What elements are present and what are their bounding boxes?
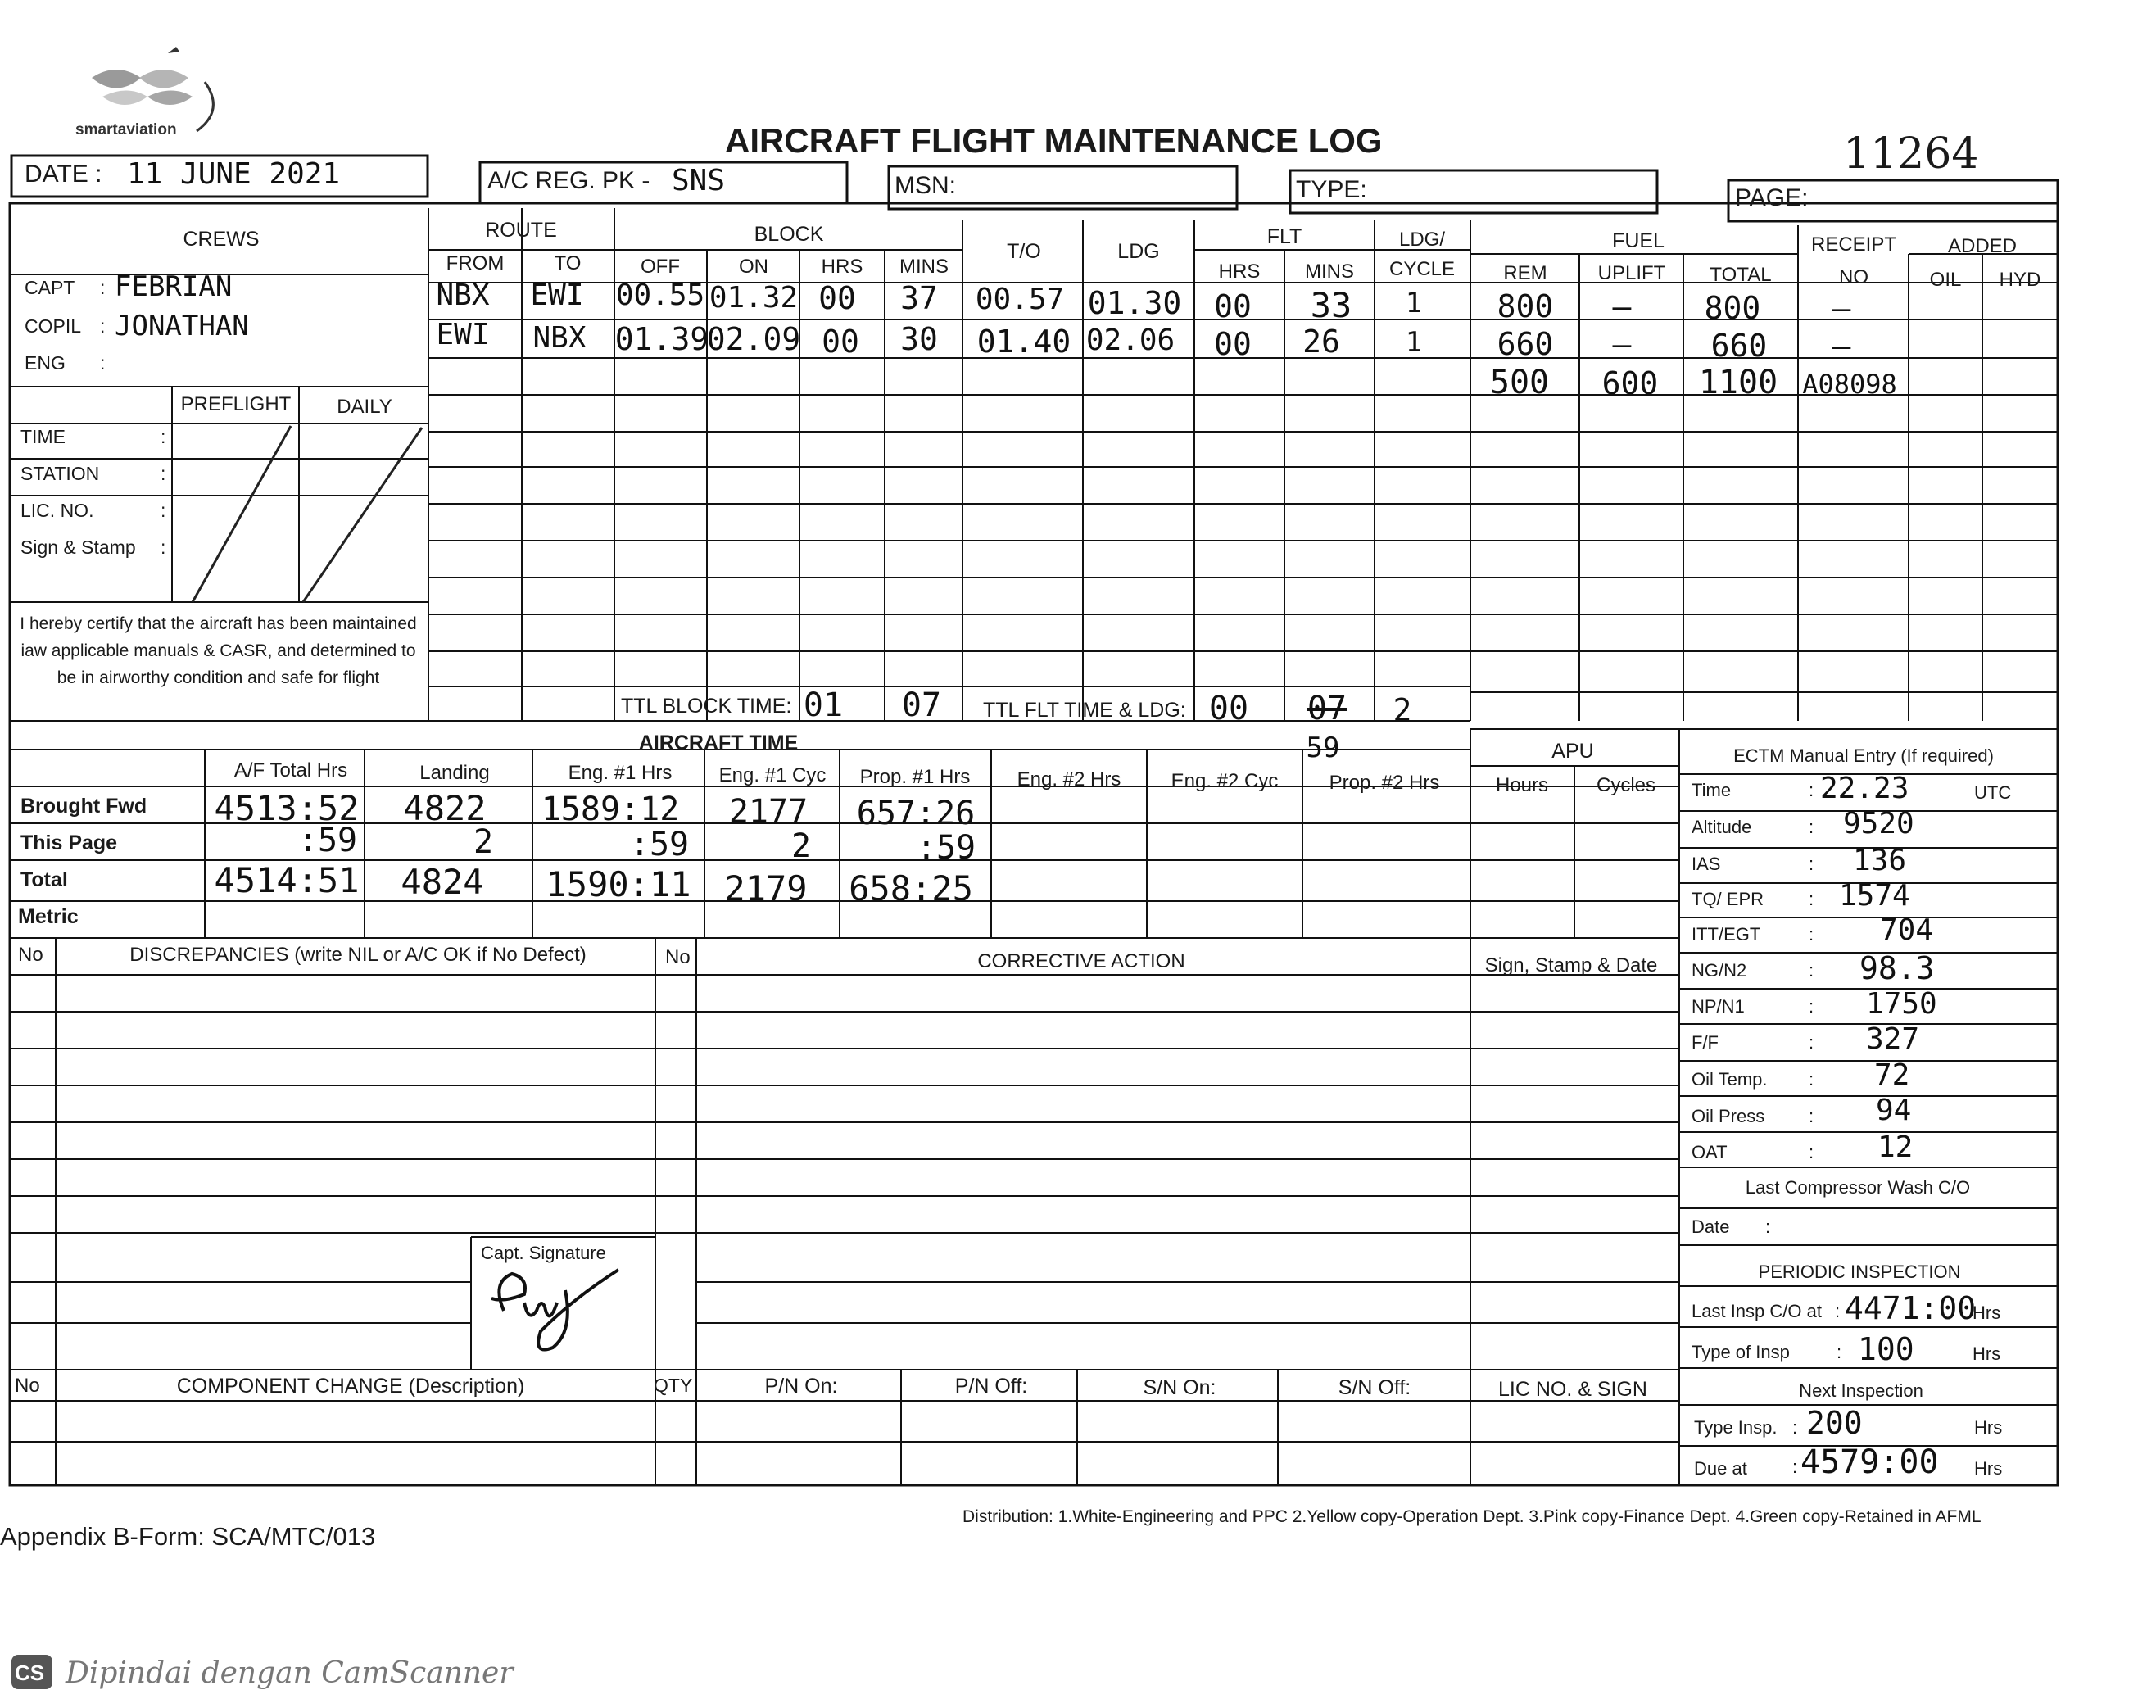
ectm-colon-np: : bbox=[1809, 996, 1814, 1017]
crew-name-copil[interactable]: JONATHAN bbox=[115, 310, 249, 342]
ectm-label-ff: F/F bbox=[1692, 1032, 1719, 1053]
flight2-to-time[interactable]: 01.40 bbox=[976, 324, 1071, 360]
periodic-inspection-title: PERIODIC INSPECTION bbox=[1758, 1262, 1961, 1282]
flight2-on[interactable]: 02.09 bbox=[706, 321, 801, 357]
serial-number: 11264 bbox=[1843, 129, 1979, 179]
flight1-on[interactable]: 01.32 bbox=[709, 281, 799, 315]
logo-text: smartaviation bbox=[75, 121, 177, 138]
flight2-flt-hrs[interactable]: 00 bbox=[1214, 326, 1252, 362]
apu-hours-header: Hours bbox=[1495, 774, 1549, 796]
msn-label: MSN: bbox=[895, 172, 956, 199]
mins-header: MINS bbox=[899, 256, 949, 278]
flight1-from[interactable]: NBX bbox=[436, 279, 490, 312]
comp-sn-on-header: S/N On: bbox=[1143, 1376, 1216, 1399]
hrs-header: HRS bbox=[821, 256, 863, 278]
insp-lic-colon: : bbox=[161, 500, 166, 521]
daily-header: DAILY bbox=[337, 396, 392, 418]
row-total: Total bbox=[20, 868, 68, 891]
ttl-block-mins[interactable]: 07 bbox=[901, 686, 942, 724]
flight1-uplift[interactable]: – bbox=[1612, 288, 1632, 324]
ectm-label-ng: NG/N2 bbox=[1692, 960, 1747, 981]
off-header: OFF bbox=[641, 256, 680, 278]
last-insp-label: Last Insp C/O at bbox=[1692, 1301, 1822, 1321]
type-insp-colon: : bbox=[1837, 1342, 1842, 1362]
comp-description-header: COMPONENT CHANGE (Description) bbox=[176, 1375, 525, 1398]
flt-mins-header: MINS bbox=[1305, 261, 1354, 283]
flight2-uplift[interactable]: – bbox=[1612, 326, 1632, 362]
insp-station-colon: : bbox=[161, 463, 166, 484]
type-insp-unit: Hrs bbox=[1973, 1343, 2001, 1364]
page-label: PAGE: bbox=[1735, 184, 1809, 211]
aircraft-time-title: AIRCRAFT TIME bbox=[638, 732, 799, 754]
ldg-cycle-header: LDG/ CYCLE bbox=[1388, 229, 1456, 280]
tot-eng1-hrs[interactable]: 1590:11 bbox=[546, 864, 691, 904]
comp-no-header: No bbox=[15, 1375, 40, 1397]
form-title: AIRCRAFT FLIGHT MAINTENANCE LOG bbox=[725, 121, 1383, 160]
ectm-colon-oil-press: : bbox=[1809, 1106, 1814, 1126]
flight1-rem[interactable]: 800 bbox=[1497, 288, 1554, 324]
bf-af-total[interactable]: 4513:52 bbox=[214, 788, 360, 828]
ectm-value-ias[interactable]: 136 bbox=[1853, 844, 1907, 877]
corrective-action-header: CORRECTIVE ACTION bbox=[977, 950, 1185, 972]
disc-no-header: No bbox=[18, 944, 43, 966]
tp-landing[interactable]: 2 bbox=[473, 823, 494, 861]
col-eng2-hrs: Eng. #2 Hrs bbox=[1017, 768, 1121, 791]
flight2-hrs[interactable]: 00 bbox=[822, 324, 859, 360]
last-insp-colon: : bbox=[1835, 1301, 1841, 1321]
ectm-label-oat: OAT bbox=[1692, 1142, 1728, 1162]
total-header: TOTAL bbox=[1710, 264, 1772, 286]
capt-signature-label: Capt. Signature bbox=[481, 1243, 606, 1263]
crew-colon-eng: : bbox=[100, 352, 106, 374]
col-eng1-hrs: Eng. #1 Hrs bbox=[568, 762, 673, 784]
ldg-header: LDG bbox=[1117, 240, 1160, 263]
col-landing: Landing bbox=[419, 762, 490, 784]
bf-landing[interactable]: 4822 bbox=[403, 788, 487, 828]
crew-colon-copil: : bbox=[100, 315, 106, 337]
ectm-value-altitude[interactable]: 9520 bbox=[1843, 807, 1914, 840]
ectm-value-oil-press[interactable]: 94 bbox=[1876, 1094, 1912, 1127]
to-header: TO bbox=[554, 252, 582, 274]
appendix-label: Appendix B-Form: SCA/MTC/013 bbox=[0, 1522, 376, 1551]
ttl-flt-label: TTL FLT TIME & LDG: bbox=[983, 699, 1186, 722]
ectm-colon-altitude: : bbox=[1809, 817, 1814, 837]
next-type-unit: Hrs bbox=[1974, 1417, 2003, 1438]
flight2-cycle[interactable]: 1 bbox=[1405, 326, 1423, 359]
ttl-flt-mins-correction[interactable]: 59 bbox=[1306, 732, 1340, 764]
tp-prop1-hrs[interactable]: :59 bbox=[916, 829, 976, 867]
flight2-ldg[interactable]: 02.06 bbox=[1085, 324, 1175, 357]
flight1-ldg[interactable]: 01.30 bbox=[1087, 285, 1182, 321]
insp-sign-label: Sign & Stamp bbox=[20, 537, 136, 558]
apu-header: APU bbox=[1551, 740, 1594, 763]
flight2-total[interactable]: 660 bbox=[1710, 328, 1768, 364]
oil-header: OIL bbox=[1929, 269, 1962, 291]
due-at-label: Due at bbox=[1694, 1458, 1747, 1479]
ectm-label-oil-press: Oil Press bbox=[1692, 1106, 1765, 1126]
flight1-to-time[interactable]: 00.57 bbox=[975, 283, 1065, 316]
row-brought-fwd: Brought Fwd bbox=[20, 795, 147, 818]
ectm-colon-itt: : bbox=[1809, 924, 1814, 945]
flight2-from[interactable]: EWI bbox=[436, 318, 490, 351]
ectm-value-oil-temp[interactable]: 72 bbox=[1874, 1058, 1910, 1092]
certification-text: I hereby certify that the aircraft has been maintained iaw applicable manuals & CASR, and determined to be in airworthy condition and safe for flight bbox=[20, 614, 417, 687]
flight1-flt-hrs[interactable]: 00 bbox=[1214, 288, 1252, 324]
next-inspection-title: Next Inspection bbox=[1799, 1380, 1923, 1401]
added-header: ADDED bbox=[1947, 235, 2018, 257]
insp-station-label: STATION bbox=[20, 463, 100, 484]
to-time-header: T/O bbox=[1007, 240, 1041, 263]
col-af-total: A/F Total Hrs bbox=[233, 759, 348, 782]
ectm-value-ff[interactable]: 327 bbox=[1866, 1022, 1920, 1056]
ectm-value-itt[interactable]: 704 bbox=[1880, 913, 1934, 947]
ttl-ldg[interactable]: 2 bbox=[1393, 692, 1412, 728]
ectm-label-altitude: Altitude bbox=[1692, 817, 1752, 837]
ttl-flt-hrs[interactable]: 00 bbox=[1208, 690, 1249, 727]
ectm-value-time[interactable]: 22.23 bbox=[1820, 772, 1909, 805]
ectm-value-oat[interactable]: 12 bbox=[1877, 1130, 1914, 1164]
block-header: BLOCK bbox=[754, 223, 824, 246]
preflight-header: PREFLIGHT bbox=[180, 393, 292, 415]
fuel3-receipt[interactable]: A08098 bbox=[1802, 369, 1897, 400]
logo-graphic bbox=[92, 47, 213, 131]
flight1-hrs[interactable]: 00 bbox=[818, 280, 856, 316]
col-eng2-cyc: Eng. #2 Cyc bbox=[1171, 770, 1279, 792]
ectm-label-time: Time bbox=[1692, 780, 1732, 800]
due-at-unit: Hrs bbox=[1974, 1458, 2003, 1479]
captain-signature bbox=[491, 1270, 618, 1350]
rem-header: REM bbox=[1503, 262, 1547, 284]
ectm-label-tq: TQ/ EPR bbox=[1692, 889, 1764, 909]
wash-date-label: Date bbox=[1692, 1216, 1730, 1237]
flt-hrs-header: HRS bbox=[1218, 261, 1261, 283]
flight2-off[interactable]: 01.39 bbox=[614, 321, 709, 357]
tot-prop1-hrs[interactable]: 658:25 bbox=[849, 868, 973, 908]
due-at-colon: : bbox=[1792, 1457, 1798, 1477]
flight1-receipt[interactable]: – bbox=[1832, 290, 1851, 326]
ectm-colon-ias: : bbox=[1809, 854, 1814, 874]
hyd-header: HYD bbox=[1999, 269, 2041, 291]
reg-label: A/C REG. PK - bbox=[487, 167, 650, 194]
insp-lic-label: LIC. NO. bbox=[20, 500, 94, 521]
flight2-rem[interactable]: 660 bbox=[1497, 326, 1554, 362]
insp-sign-colon: : bbox=[161, 537, 166, 558]
receipt-header: RECEIPT bbox=[1810, 233, 1897, 256]
ttl-block-hrs[interactable]: 01 bbox=[803, 686, 844, 724]
tp-eng1-hrs[interactable]: :59 bbox=[629, 826, 690, 863]
tot-af-total[interactable]: 4514:51 bbox=[214, 860, 360, 900]
crews-header: CREWS bbox=[183, 228, 260, 251]
discrepancies-header: DISCREPANCIES (write NIL or A/C OK if No Defect) bbox=[129, 944, 587, 966]
on-header: ON bbox=[739, 256, 768, 278]
fuel3-total[interactable]: 1100 bbox=[1698, 364, 1778, 401]
flight2-receipt[interactable]: – bbox=[1832, 328, 1851, 364]
ectm-label-oil-temp: Oil Temp. bbox=[1692, 1069, 1768, 1090]
ectm-colon-time: : bbox=[1809, 780, 1814, 800]
receipt-no-header: NO bbox=[1839, 266, 1868, 288]
next-type-colon: : bbox=[1792, 1417, 1798, 1438]
camscanner-watermark: Dipindai dengan CamScanner bbox=[66, 1656, 514, 1690]
crew-role-eng: ENG bbox=[25, 352, 66, 374]
col-prop1-hrs: Prop. #1 Hrs bbox=[859, 766, 971, 788]
camscanner-badge-text: CS bbox=[15, 1660, 45, 1685]
bf-eng1-hrs[interactable]: 1589:12 bbox=[541, 791, 680, 828]
ectm-label-itt: ITT/EGT bbox=[1692, 924, 1761, 945]
ectm-colon-tq: : bbox=[1809, 889, 1814, 909]
flight1-to[interactable]: EWI bbox=[530, 279, 584, 312]
tp-af-total[interactable]: :59 bbox=[297, 822, 358, 859]
ectm-colon-ng: : bbox=[1809, 960, 1814, 981]
comp-pn-off-header: P/N Off: bbox=[954, 1375, 1028, 1398]
ectm-value-tq[interactable]: 1574 bbox=[1839, 879, 1910, 913]
crew-name-capt[interactable]: FEBRIAN bbox=[115, 270, 233, 303]
distribution-note: Distribution: 1.White-Engineering and PPC 2.Yellow copy-Operation Dept. 3.Pink copy-Finance Dept. 4.Green copy-Retained in AFML bbox=[962, 1507, 1982, 1526]
flt-header: FLT bbox=[1266, 225, 1302, 248]
date-label: DATE : bbox=[25, 161, 102, 188]
comp-pn-on-header: P/N On: bbox=[764, 1375, 838, 1398]
insp-time-colon: : bbox=[161, 426, 166, 447]
fuel-header: FUEL bbox=[1612, 229, 1665, 252]
action-no-header: No bbox=[665, 946, 691, 968]
compressor-wash-label: Last Compressor Wash C/O bbox=[1745, 1177, 1971, 1198]
comp-lic-header: LIC NO. & SIGN bbox=[1498, 1378, 1647, 1401]
ttl-flt-mins[interactable]: 07 bbox=[1307, 690, 1348, 727]
col-prop2-hrs: Prop. #2 Hrs bbox=[1329, 772, 1440, 794]
ectm-value-ng[interactable]: 98.3 bbox=[1859, 950, 1935, 986]
flight1-cycle[interactable]: 1 bbox=[1405, 287, 1423, 319]
bf-eng1-cyc[interactable]: 2177 bbox=[728, 793, 808, 831]
tot-eng1-cyc[interactable]: 2179 bbox=[724, 868, 808, 908]
crew-role-capt: CAPT bbox=[25, 277, 75, 298]
ectm-value-np[interactable]: 1750 bbox=[1866, 987, 1937, 1021]
sign-stamp-date-header: Sign, Stamp & Date bbox=[1484, 954, 1658, 976]
crew-colon-capt: : bbox=[100, 277, 106, 298]
flight2-to[interactable]: NBX bbox=[532, 321, 587, 355]
ectm-colon-oil-temp: : bbox=[1809, 1069, 1814, 1090]
last-insp-unit: Hrs bbox=[1973, 1303, 2001, 1323]
flight2-mins[interactable]: 30 bbox=[900, 321, 938, 357]
flight1-mins[interactable]: 37 bbox=[900, 280, 938, 316]
flight1-flt-mins[interactable]: 33 bbox=[1310, 285, 1352, 325]
uplift-header: UPLIFT bbox=[1597, 262, 1666, 284]
due-at-value[interactable]: 4579:00 bbox=[1800, 1443, 1939, 1481]
next-type-label: Type Insp. bbox=[1694, 1417, 1778, 1438]
tp-eng1-cyc[interactable]: 2 bbox=[790, 827, 812, 865]
type-insp-value[interactable]: 100 bbox=[1858, 1331, 1914, 1367]
wash-date-colon: : bbox=[1765, 1216, 1771, 1237]
type-label: TYPE: bbox=[1296, 176, 1367, 203]
row-this-page: This Page bbox=[20, 831, 118, 854]
apu-cycles-header: Cycles bbox=[1596, 774, 1656, 796]
flight1-total[interactable]: 800 bbox=[1704, 290, 1761, 326]
row-metric: Metric bbox=[18, 905, 79, 928]
comp-sn-off-header: S/N Off: bbox=[1338, 1376, 1411, 1399]
flight2-flt-mins[interactable]: 26 bbox=[1302, 324, 1340, 360]
comp-qty-header: QTY bbox=[654, 1375, 693, 1396]
ectm-colon-oat: : bbox=[1809, 1142, 1814, 1162]
fuel3-rem[interactable]: 500 bbox=[1489, 364, 1550, 401]
ectm-colon-ff: : bbox=[1809, 1032, 1814, 1053]
reg-value[interactable]: SNS bbox=[672, 164, 726, 197]
from-header: FROM bbox=[446, 252, 505, 274]
next-type-value[interactable]: 200 bbox=[1806, 1405, 1863, 1441]
ectm-unit-time: UTC bbox=[1974, 782, 2012, 803]
crew-role-copil: COPIL bbox=[25, 315, 82, 337]
route-header: ROUTE bbox=[485, 219, 557, 242]
ttl-block-label: TTL BLOCK TIME: bbox=[621, 695, 792, 718]
ectm-label-np: NP/N1 bbox=[1692, 996, 1745, 1017]
bf-prop1-hrs[interactable]: 657:26 bbox=[856, 795, 976, 832]
insp-time-label: TIME bbox=[20, 426, 66, 447]
type-insp-label: Type of Insp bbox=[1692, 1342, 1790, 1362]
fuel3-uplift[interactable]: 600 bbox=[1601, 365, 1659, 401]
ectm-label-ias: IAS bbox=[1692, 854, 1721, 874]
date-value[interactable]: 11 JUNE 2021 bbox=[127, 157, 341, 191]
tot-landing[interactable]: 4824 bbox=[401, 862, 484, 902]
last-insp-value[interactable]: 4471:00 bbox=[1845, 1290, 1977, 1326]
ectm-title: ECTM Manual Entry (If required) bbox=[1733, 745, 1994, 766]
col-eng1-cyc: Eng. #1 Cyc bbox=[718, 764, 827, 786]
flight1-off[interactable]: 00.55 bbox=[615, 279, 705, 312]
